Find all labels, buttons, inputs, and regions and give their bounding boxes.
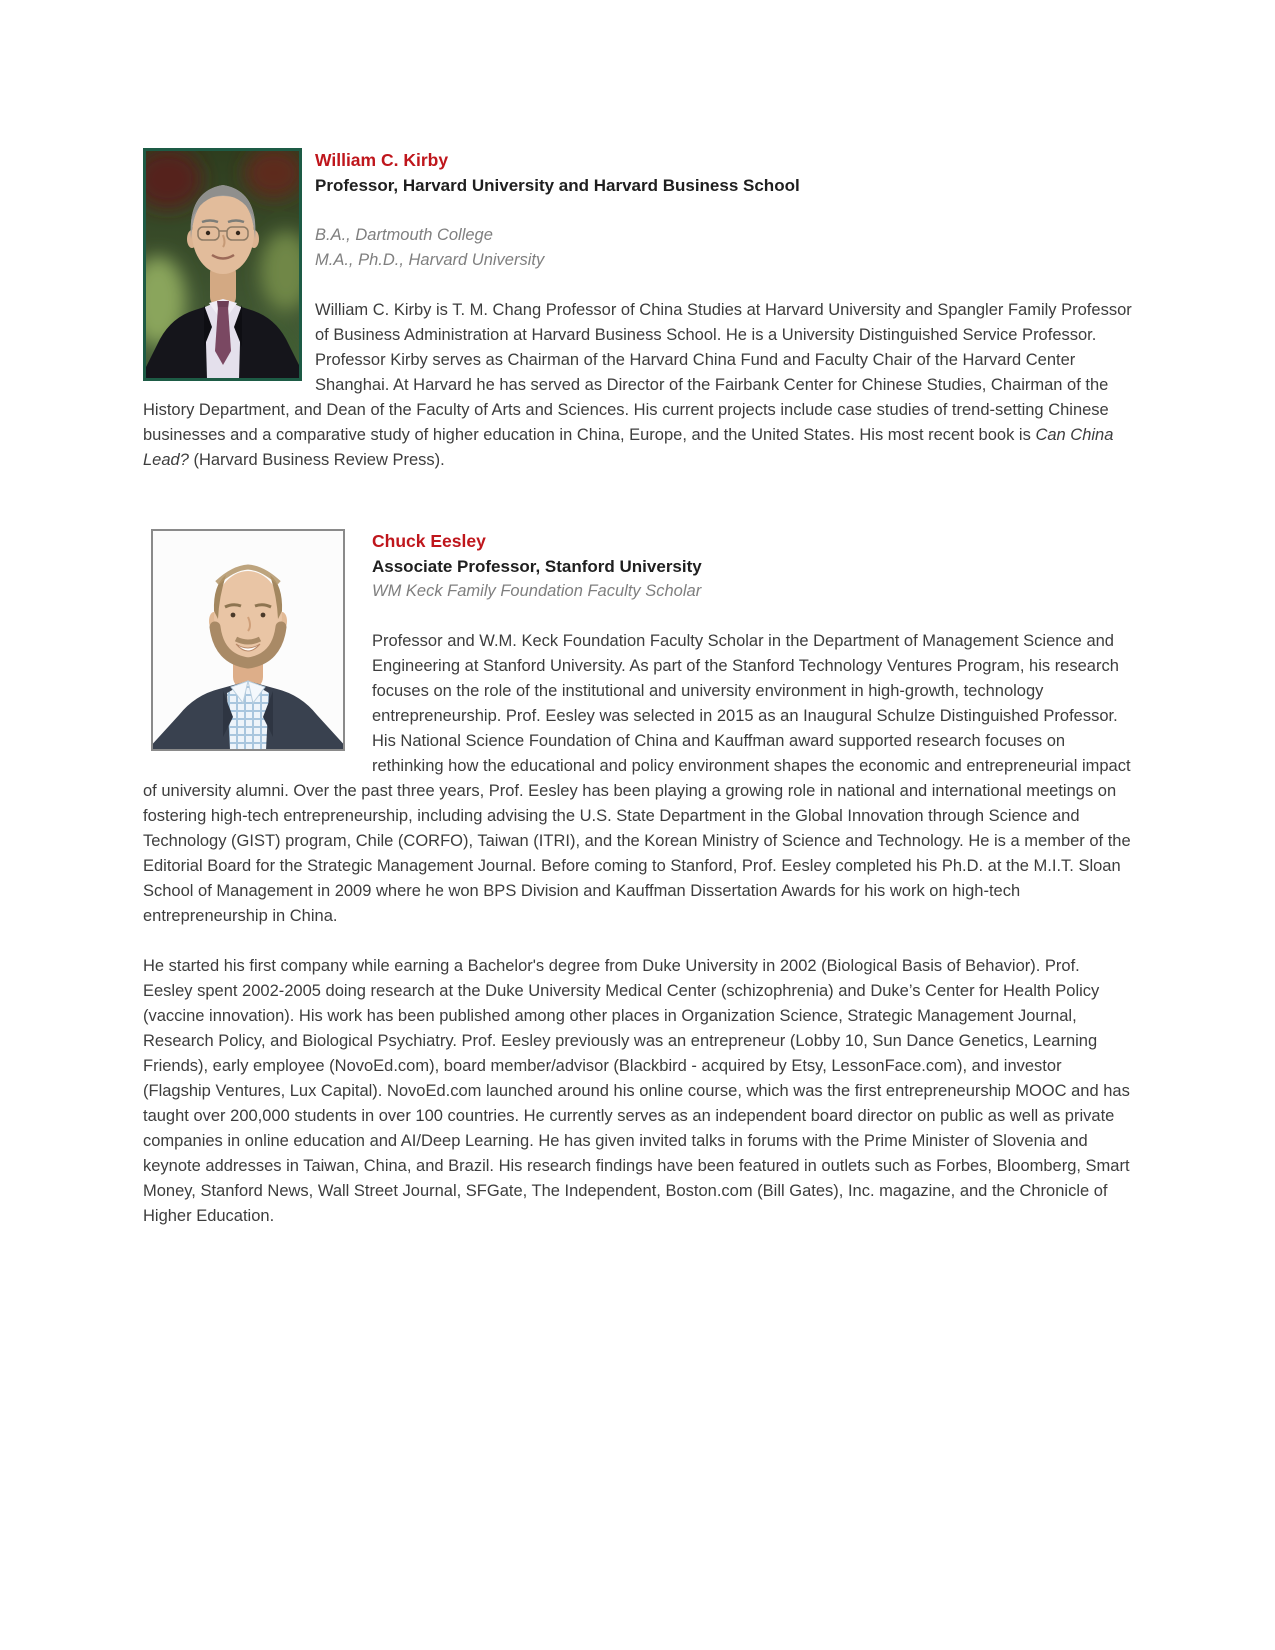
text-segment: He started his first company while earning a Bachelor's degree from Duke University in 2002 (Biological Basis of Behavior). Prof. Eesley spent 2002-2005 doing research at the Duke University Medical Center (schizophrenia) and Duke’s Center for Health Policy (vaccine innovation). His work has been published among other places in Organization Science, Strategic Management Journal, Research Policy, and Biological Psychiatry. Prof. Eesley previously was an entrepreneur (Lobby 10, Sun Dance Genetics, Learning Friends), early employee (NovoEd.com), board member/advisor (Blackbird - acquired by Etsy, LessonFace.com), and investor (Flagship Ventures, Lux Capital). NovoEd.com launched around his online course, which was the first entrepreneurship MOOC and has taught over 200,000 students in over 100 countries. He currently serves as an independent board director on public as well as private companies in online education and AI/Deep Learning. He has given invited talks in forums with the Prime Minister of Slovenia and keynote addresses in Taiwan, China, and Brazil. His research findings have been featured in outlets such as Forbes, Bloomberg, Smart Money, Stanford News, Wall Street Journal, SFGate, The Independent, Boston.com (Bill Gates), Inc. magazine, and the Chronicle of Higher Education. bbox=[143, 957, 1135, 1225]
kirby-photo bbox=[143, 148, 302, 381]
bio-paragraph bbox=[143, 954, 1133, 1229]
eesley-portrait-illustration bbox=[153, 531, 343, 749]
profile-credential: WM Keck Family Foundation Faculty Scholar bbox=[372, 582, 702, 600]
kirby-portrait-illustration bbox=[146, 151, 299, 378]
profile-credential: B.A., Dartmouth College bbox=[315, 226, 493, 244]
profile-name: Chuck Eesley bbox=[372, 531, 486, 551]
profile-title: Professor, Harvard University and Harvard Business School bbox=[315, 176, 800, 195]
eesley-photo bbox=[151, 529, 345, 751]
profile-credential: M.A., Ph.D., Harvard University bbox=[315, 251, 545, 269]
text-segment: Can China Lead? bbox=[143, 426, 1118, 469]
profile-name: William C. Kirby bbox=[315, 150, 449, 170]
text-segment: (Harvard Business Review Press). bbox=[188, 451, 445, 469]
profile-section-eesley bbox=[143, 529, 1136, 1229]
profile-title: Associate Professor, Stanford University bbox=[372, 557, 702, 576]
text-segment: Professor and W.M. Keck Foundation Faculty Scholar in the Department of Management Science and Engineering at Stanford University. As part of the Stanford Technology Ventures Program, his research focuses on the role of the institutional and university environment in high-growth, technology entrepreneurship. Prof. Eesley was selected in 2015 as an Inaugural Schulze Distinguished Professor. His National Science Foundation of China and Kauffman award supported research focuses on rethinking how the educational and policy environment shapes the economic and entrepreneurial impact of university alumni. Over the past three years, Prof. Eesley has been playing a growing role in national and international meetings on fostering high-tech entrepreneurship, including advising the U.S. State Department in the Global Innovation through Science and Technology (GIST) program, Chile (CORFO), Taiwan (ITRI), and the Korean Ministry of Science and Technology. He is a member of the Editorial Board for the Strategic Management Journal. Before coming to Stanford, Prof. Eesley completed his Ph.D. at the M.I.T. Sloan School of Management in 2009 where he won BPS Division and Kauffman Dissertation Awards for his work on high-tech entrepreneurship in China. bbox=[143, 632, 1136, 925]
profile-section-kirby bbox=[143, 148, 1137, 473]
text-segment: William C. Kirby is T. M. Chang Professor of China Studies at Harvard University and Spangler Family Professor of Business Administration at Harvard Business School. He is a University Distinguished Service Professor. Professor Kirby serves as Chairman of the Harvard China Fund and Faculty Chair of the Harvard Center Shanghai. At Harvard he has served as Director of the Fairbank Center for Chinese Studies, Chairman of the History Department, and Dean of the Faculty of Arts and Sciences. His current projects include case studies of trend-setting Chinese businesses and a comparative study of higher education in China, Europe, and the United States. His most recent book is bbox=[143, 301, 1137, 444]
